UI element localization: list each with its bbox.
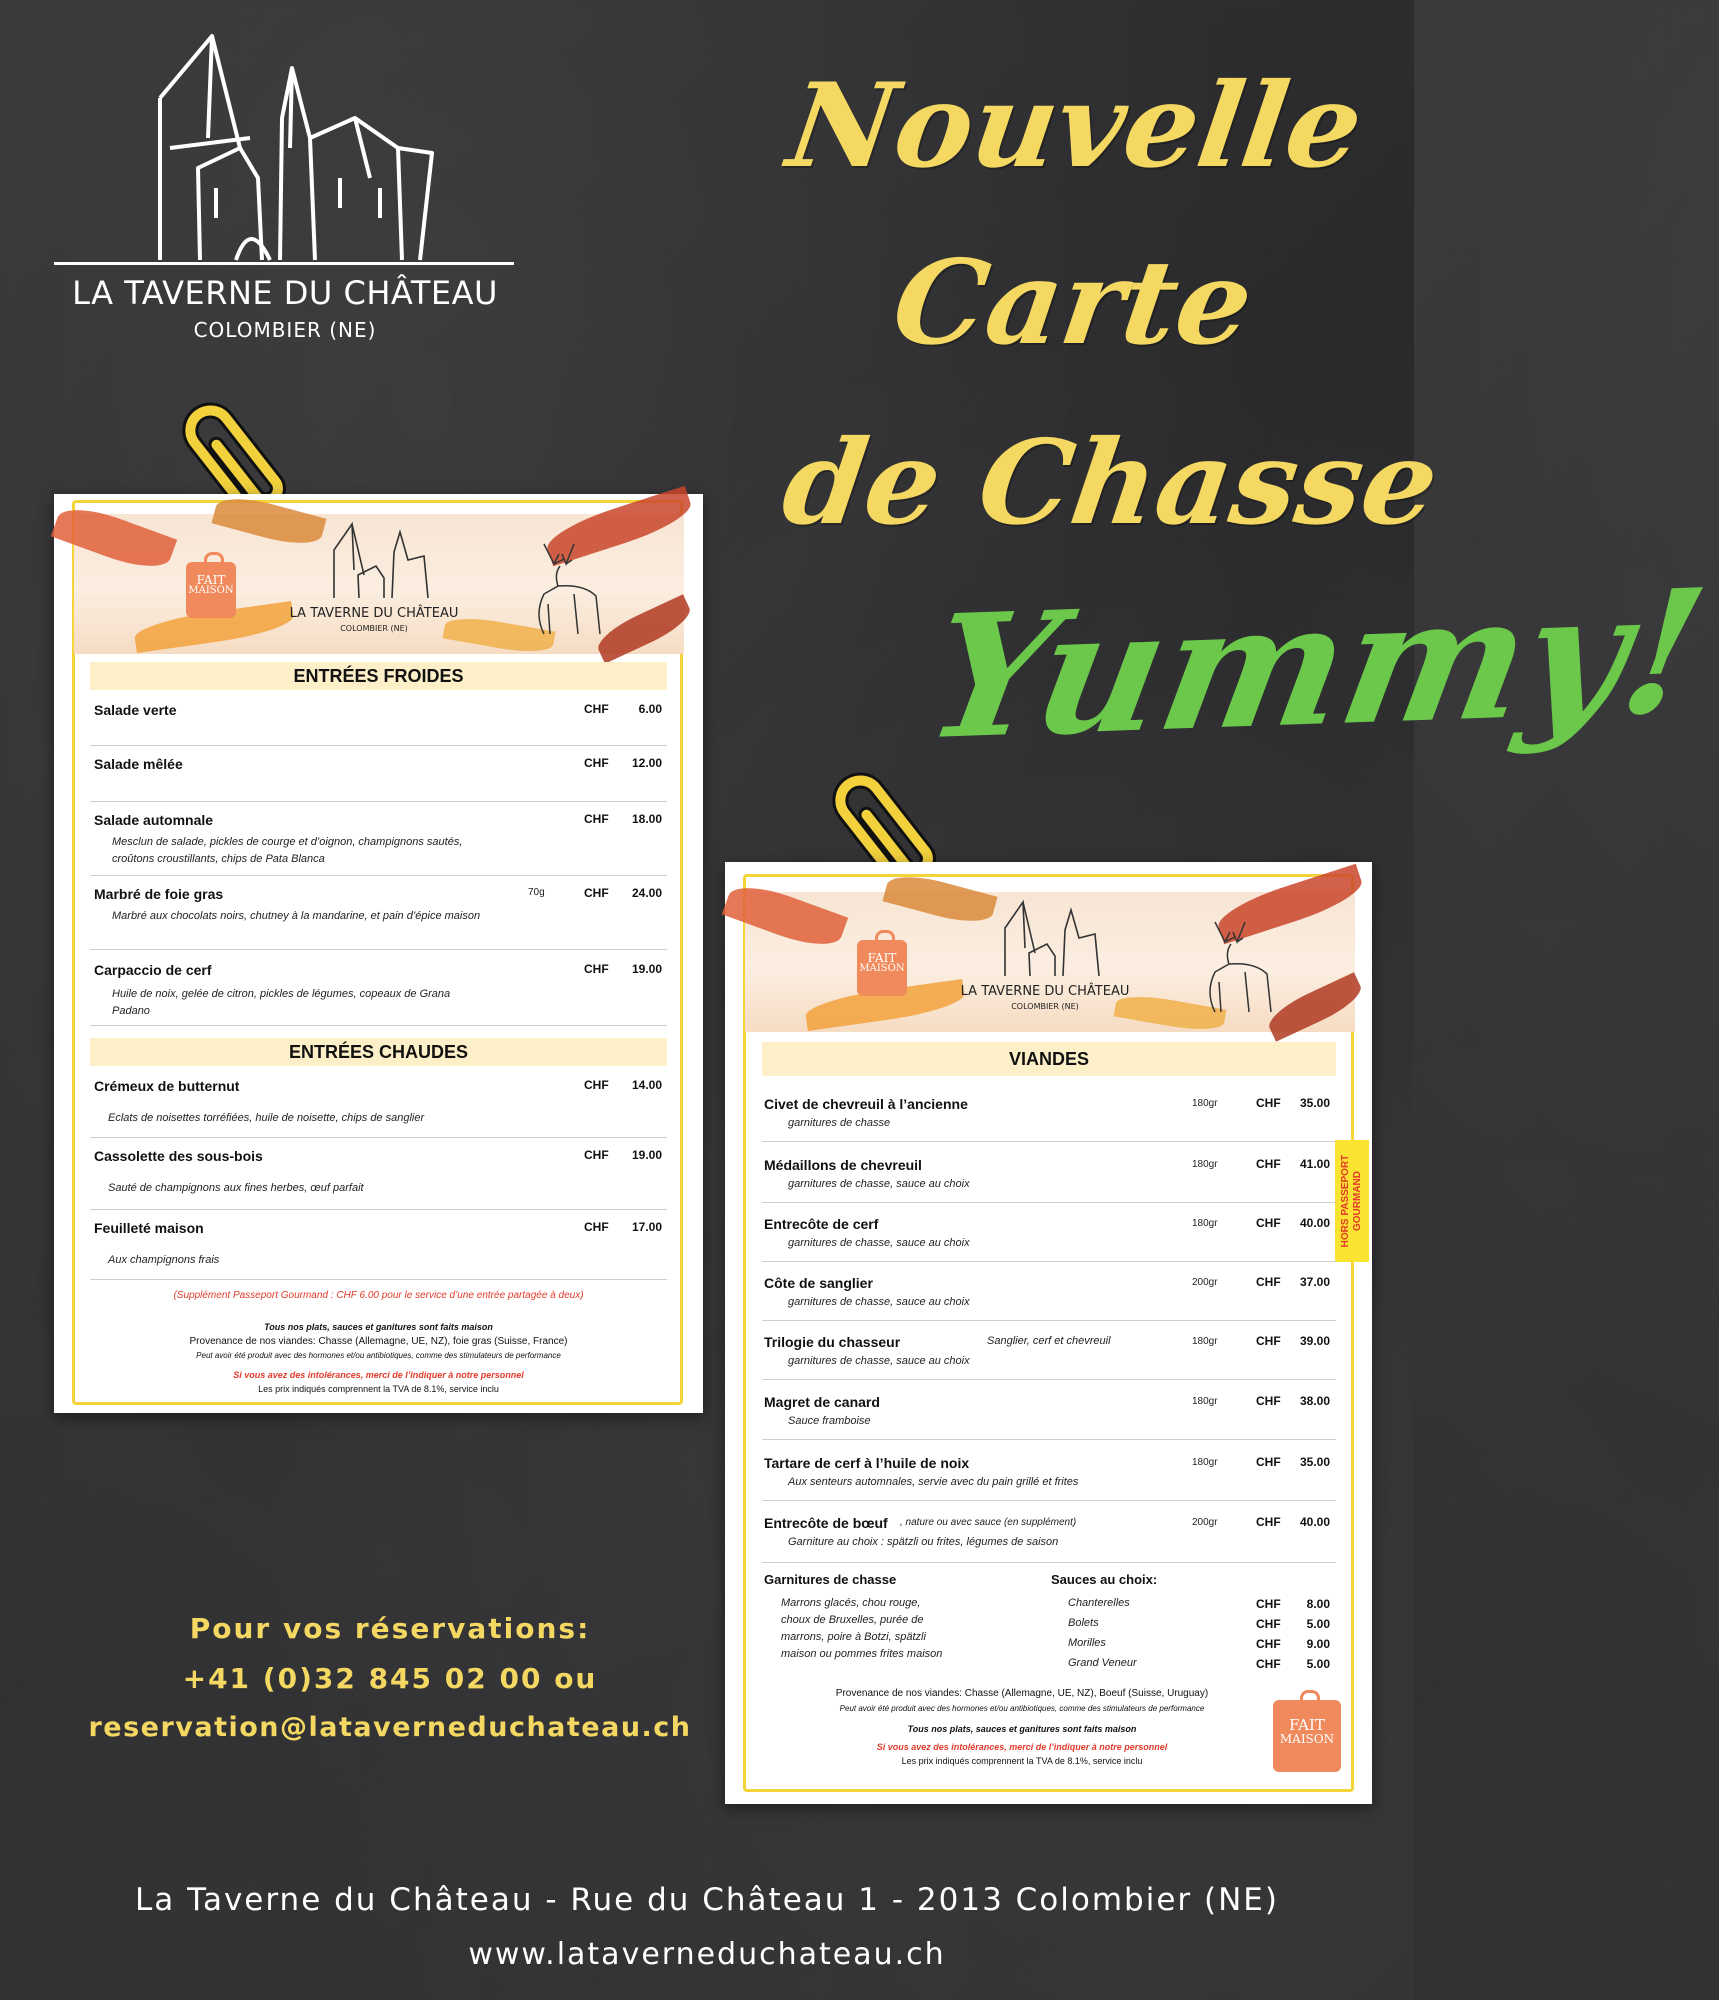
item-currency: CHF: [1256, 1157, 1281, 1171]
reservation-phone[interactable]: +41 (0)32 845 02 00 ou: [182, 1662, 598, 1695]
item-description: Sauce framboise: [788, 1415, 871, 1427]
tva-note: Les prix indiqués comprennent la TVA de 8.1%, service inclu: [901, 1756, 1143, 1766]
footer-address: La Taverne du Château - Rue du Château 1 - 2013 Colombier (NE): [135, 1882, 1279, 1918]
sauces-title: Sauces au choix:: [1051, 1572, 1158, 1587]
item-price: 35.00: [1299, 1096, 1330, 1110]
item-name: Civet de chevreuil à l’ancienne: [764, 1096, 968, 1112]
item-price: 19.00: [631, 1148, 662, 1162]
item-name: Magret de canard: [764, 1394, 880, 1410]
castle-icon: [324, 520, 434, 600]
logo-location: COLOMBIER (NE): [193, 318, 377, 342]
item-name: Entrecôte de cerf: [764, 1216, 879, 1232]
hormones-note: Peut avoir été produit avec des hormones et/ou antibiotiques, comme des stimulateurs de performance: [196, 1351, 561, 1360]
garnish-line: maison ou pommes frites maison: [781, 1648, 943, 1660]
item-currency: CHF: [584, 1220, 609, 1234]
fait-maison-badge: [857, 940, 907, 996]
item-quantity: 180gr: [1192, 1159, 1218, 1170]
item-currency: CHF: [1256, 1515, 1281, 1529]
menu-item: [90, 1140, 667, 1210]
section-title-cold-starters: ENTRÉES FROIDES: [90, 662, 667, 690]
menu-item: [90, 878, 667, 950]
item-price: 14.00: [631, 1078, 662, 1092]
item-quantity: 180gr: [1192, 1218, 1218, 1229]
badge-line-1: FAIT: [867, 951, 897, 965]
item-price: 38.00: [1299, 1394, 1330, 1408]
item-quantity: 180gr: [1192, 1336, 1218, 1347]
menu-item: [90, 1212, 667, 1280]
banner-restaurant-name: LA TAVERNE DU CHÂTEAU: [289, 606, 459, 621]
item-extra: Sanglier, cerf et chevreuil: [987, 1335, 1111, 1347]
homemade-note: Tous nos plats, sauces et ganitures sont faits maison: [907, 1724, 1137, 1734]
item-currency: CHF: [584, 886, 609, 900]
item-quantity: 180gr: [1192, 1396, 1218, 1407]
badge-line-2: MAISON: [859, 963, 905, 974]
yummy-text: Yummy!: [914, 551, 1719, 779]
badge-line-1: FAIT: [196, 573, 226, 587]
item-currency: CHF: [584, 962, 609, 976]
item-description: Garniture au choix : spätzli ou frites, légumes de saison: [788, 1536, 1059, 1548]
logo-underline: [54, 262, 514, 265]
item-price: 8.00: [1306, 1597, 1330, 1611]
item-currency: CHF: [584, 812, 609, 826]
item-description: Huile de noix, gelée de citron, pickles de légumes, copeaux de Grana Padano: [112, 988, 451, 1017]
badge-line-2: MAISON: [1279, 1732, 1335, 1746]
item-currency: CHF: [1256, 1334, 1281, 1348]
provenance-note: Provenance de nos viandes: Chasse (Allemagne, UE, NZ), Boeuf (Suisse, Uruguay): [835, 1688, 1209, 1699]
item-price: 40.00: [1299, 1515, 1330, 1529]
item-quantity: 70g: [528, 887, 545, 898]
headline-line-3: de Chasse: [775, 415, 1447, 551]
item-description: Aux champignons frais: [108, 1254, 220, 1266]
badge-line-2: MAISON: [188, 585, 234, 596]
item-currency: CHF: [1256, 1657, 1281, 1671]
item-currency: CHF: [1256, 1096, 1281, 1110]
item-description: Eclats de noisettes torréfiées, huile de noisette, chips de sanglier: [108, 1112, 425, 1124]
item-currency: CHF: [1256, 1394, 1281, 1408]
ribbon-label: HORS PASSEPORT GOURMAND: [1340, 1154, 1363, 1248]
item-currency: CHF: [1256, 1275, 1281, 1289]
item-currency: CHF: [1256, 1637, 1281, 1651]
sauce-name: Grand Veneur: [1068, 1657, 1137, 1669]
headline-line-1: Nouvelle: [780, 58, 1371, 194]
menu-banner: [74, 514, 684, 654]
item-description: garnitures de chasse: [788, 1117, 891, 1129]
item-extra: , nature ou avec sauce (en supplément): [900, 1517, 1077, 1528]
item-currency: CHF: [584, 1078, 609, 1092]
sauce-name: Chanterelles: [1068, 1597, 1130, 1609]
reservation-heading: Pour vos réservations:: [189, 1612, 591, 1645]
section-title-meats: VIANDES: [762, 1042, 1336, 1076]
item-name: Marbré de foie gras: [94, 886, 224, 902]
item-quantity: 180gr: [1192, 1457, 1218, 1468]
item-name: Carpaccio de cerf: [94, 962, 212, 978]
item-price: 6.00: [638, 702, 662, 716]
item-description: garnitures de chasse, sauce au choix: [788, 1178, 970, 1190]
banner-restaurant-location: COLOMBIER (NE): [340, 624, 408, 633]
castle-icon: [140, 28, 440, 268]
item-name: Feuilleté maison: [94, 1220, 204, 1236]
item-name: Trilogie du chasseur: [764, 1334, 901, 1350]
menu-item: [762, 1322, 1336, 1380]
fait-maison-badge: [186, 562, 236, 618]
garnish-line: Marrons glacés, chou rouge,: [781, 1597, 921, 1609]
footer-website[interactable]: www.lataverneduchateau.ch: [468, 1937, 946, 1972]
item-price: 24.00: [631, 886, 662, 900]
fait-maison-badge: [1273, 1700, 1341, 1772]
item-quantity: 200gr: [1192, 1277, 1218, 1288]
item-description: Mesclun de salade, pickles de courge et d’oignon, champignons sautés, croûtons croustillants, chips de Pata Blanca: [112, 836, 463, 865]
item-name: Crémeux de butternut: [94, 1078, 240, 1094]
item-quantity: 180gr: [1192, 1098, 1218, 1109]
menu-item: [762, 1145, 1336, 1203]
menu-item: [762, 1204, 1336, 1262]
item-description: garnitures de chasse, sauce au choix: [788, 1237, 970, 1249]
menu-item: [90, 804, 667, 876]
menu-card-meats: [725, 862, 1372, 1804]
menu-item: [762, 1503, 1336, 1563]
tva-note: Les prix indiqués comprennent la TVA de 8.1%, service inclu: [258, 1384, 499, 1394]
item-currency: CHF: [584, 1148, 609, 1162]
menu-item: [90, 952, 667, 1026]
item-currency: CHF: [584, 702, 609, 716]
sauce-name: Morilles: [1068, 1637, 1106, 1649]
item-description: Aux senteurs automnales, servie avec du pain grillé et frites: [788, 1476, 1079, 1488]
item-price: 17.00: [631, 1220, 662, 1234]
banner-restaurant-location: COLOMBIER (NE): [1011, 1002, 1079, 1011]
supplement-note: (Supplément Passeport Gourmand : CHF 6.00 pour le service d’une entrée partagée à deux): [173, 1290, 584, 1301]
item-price: 41.00: [1299, 1157, 1330, 1171]
headline-line-2: Carte: [885, 235, 1261, 371]
garnish-line: marrons, poire à Botzi, spätzli: [781, 1631, 926, 1643]
item-description: garnitures de chasse, sauce au choix: [788, 1355, 970, 1367]
item-price: 37.00: [1299, 1275, 1330, 1289]
item-currency: CHF: [1256, 1216, 1281, 1230]
castle-icon: [995, 898, 1105, 978]
item-price: 40.00: [1299, 1216, 1330, 1230]
item-name: Cassolette des sous-bois: [94, 1148, 263, 1164]
hors-passeport-ribbon: [1335, 1140, 1369, 1262]
item-name: Côte de sanglier: [764, 1275, 873, 1291]
sauce-name: Bolets: [1068, 1617, 1099, 1629]
menu-item: [90, 694, 667, 746]
menu-item: [762, 1382, 1336, 1440]
provenance-note: Provenance de nos viandes: Chasse (Allemagne, UE, NZ), foie gras (Suisse, France): [189, 1336, 568, 1347]
item-price: 18.00: [631, 812, 662, 826]
item-description: Marbré aux chocolats noirs, chutney à la mandarine, et pain d’épice maison: [112, 910, 481, 922]
banner-restaurant-name: LA TAVERNE DU CHÂTEAU: [960, 984, 1130, 999]
badge-line-1: FAIT: [1289, 1716, 1325, 1734]
intolerance-note: Si vous avez des intolérances, merci de l’indiquer à notre personnel: [876, 1742, 1168, 1752]
reservation-email[interactable]: reservation@lataverneduchateau.ch: [88, 1712, 692, 1743]
item-price: 5.00: [1306, 1657, 1330, 1671]
item-price: 9.00: [1306, 1637, 1330, 1651]
menu-item: [762, 1263, 1336, 1321]
item-price: 39.00: [1299, 1334, 1330, 1348]
menu-item: [762, 1084, 1336, 1142]
item-currency: CHF: [1256, 1597, 1281, 1611]
homemade-note: Tous nos plats, sauces et ganitures sont faits maison: [264, 1322, 493, 1332]
item-quantity: 200gr: [1192, 1517, 1218, 1528]
item-currency: CHF: [584, 756, 609, 770]
item-price: 19.00: [631, 962, 662, 976]
section-title-hot-starters: ENTRÉES CHAUDES: [90, 1038, 667, 1066]
menu-item: [90, 748, 667, 802]
item-name: Entrecôte de bœuf: [764, 1515, 888, 1531]
item-name: Salade mêlée: [94, 756, 183, 772]
item-price: 5.00: [1306, 1617, 1330, 1631]
deer-icon: [504, 524, 624, 644]
item-name: Salade verte: [94, 702, 177, 718]
item-description: Sauté de champignons aux fines herbes, œuf parfait: [108, 1182, 364, 1194]
item-price: 35.00: [1299, 1455, 1330, 1469]
restaurant-logo: [50, 28, 520, 348]
menu-item: [90, 1070, 667, 1138]
item-name: Tartare de cerf à l’huile de noix: [764, 1455, 970, 1471]
item-currency: CHF: [1256, 1617, 1281, 1631]
intolerance-note: Si vous avez des intolérances, merci de l’indiquer à notre personnel: [233, 1370, 524, 1380]
menu-banner: [745, 892, 1355, 1032]
item-price: 12.00: [631, 756, 662, 770]
menu-card-starters: [54, 494, 703, 1413]
deer-icon: [1175, 902, 1295, 1022]
menu-item: [762, 1443, 1336, 1501]
item-description: garnitures de chasse, sauce au choix: [788, 1296, 970, 1308]
hormones-note: Peut avoir été produit avec des hormones et/ou antibiotiques, comme des stimulateurs de performance: [839, 1704, 1205, 1713]
item-name: Salade automnale: [94, 812, 214, 828]
item-currency: CHF: [1256, 1455, 1281, 1469]
garnish-line: choux de Bruxelles, purée de: [781, 1614, 924, 1626]
garnish-title: Garnitures de chasse: [764, 1572, 897, 1587]
logo-name: LA TAVERNE DU CHÂTEAU: [72, 274, 498, 312]
item-name: Médaillons de chevreuil: [764, 1157, 922, 1173]
